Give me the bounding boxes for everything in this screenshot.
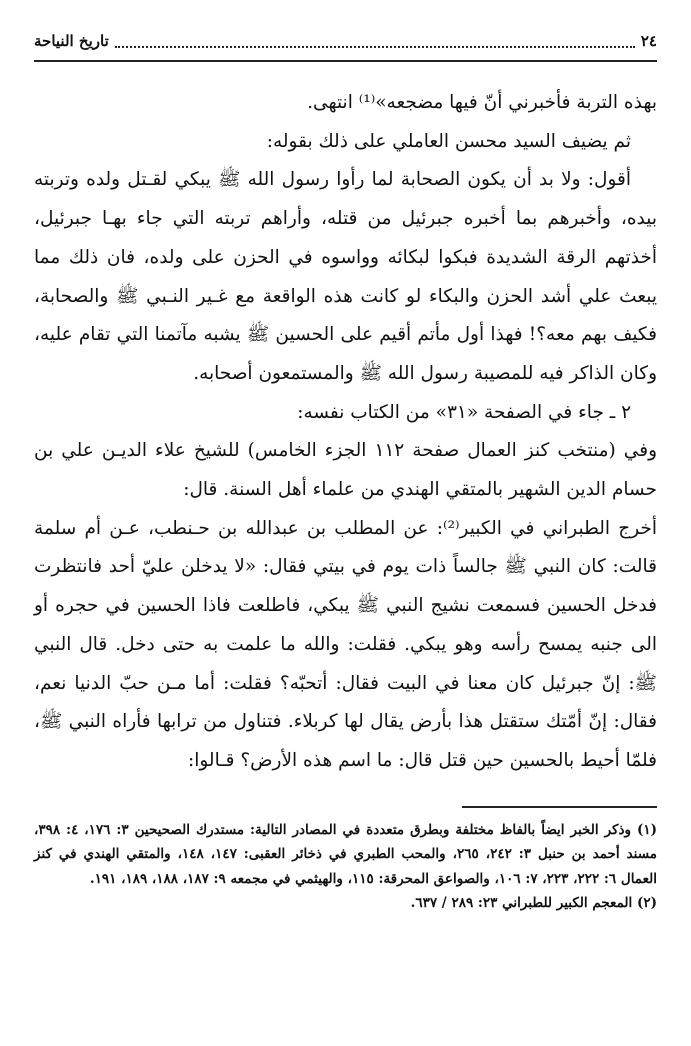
paragraph: وفي (منتخب كنز العمال صفحة ١١٢ الجزء الخامس) للشيخ علاء الديـن علي بن حسام الدين الشهير بالمتقي الهندي من علماء أهل السنة. قال: [34,440,657,501]
footnote: (١) وذكر الخبر ايضاً بالفاظ مختلفة وبطرق متعددة في المصادر التالية: مستدرك الصحيحين ٣: ١٧٦، ٤: ٣٩٨، مسند أحمد بن حنبل ٣: ٢٤٢، ٢٦٥، والمحب الطبري في ذخائر العقبى: ١٤٧، ١٤٨، والمتقي الهندي في كنز العمال ٦: ٢٢٢، ٢٢٣، ٧: ١٠٦، والصواعق المحرقة: ١١٥، والهيثمي في مجمعه ٩: ١٨٧، ١٨٨، ١٨٩، ١٩١. [34,822,658,887]
paragraph: ثم يضيف السيد محسن العاملي على ذلك بقوله: [266,130,631,152]
paragraph: أقول: ولا بد أن يكون الصحابة لما رأوا رسول الله ﷺ يبكي لقـتل ولده وتربته بيده، وأخبرهم بما أخبره جبرئيل من قتله، وأراهم تربته التي جاء بهـا جبرئيل، أخذتهم الرقة الشديدة فبكوا لبكائه وواسوه في الحزن على ولده، فان ذلك مما يبعث علي أشد الحزن والبكاء لو كانت هذه الواقعة مع غـير النـبي ﷺ والصحابة، فكيف بهم معه؟! فهذا أول مأتم أقيم على الحسين ﷺ يشبه مآتمنا التي تقام عليه، وكان الذاكر فيه للمصيبة رسول الله ﷺ والمستمعون أصحابه. [34,169,657,384]
footnote-rule [462,806,657,808]
page-number: ٢٤ [640,32,657,50]
footnotes [34,818,657,915]
book-title: تاريخ النياحة [34,32,109,50]
running-header [34,30,657,52]
leader-dots [115,34,635,48]
paragraph: ٢ ـ جاء في الصفحة «٣١» من الكتاب نفسه: [297,401,631,423]
paragraph: بهذه التربة فأخبرني أنّ فيها مضجعه»⁽¹⁾ انتهى. [307,92,657,113]
paragraph: أخرج الطبراني في الكبير⁽²⁾: عن المطلب بن عبدالله بن حـنطب، عـن أم سلمة قالت: كان النبي ﷺ جالساً ذات يوم في بيتي فقال: «لا يدخلن عليّ أحد فانتظرت فدخل الحسين فسمعت نشيج النبي ﷺ يبكي، فاطلعت فاذا الحسين في حجره أو الى جنبه يمسح رأسه وهو يبكي. فقلت: والله ما علمت به حتى دخل. قال النبي ﷺ: إنّ جبرئيل كان معنا في البيت فقال: أتحبّه؟ فقلت: أما مـن حبّ الدنيا نعم، فقال: إنّ أمّتك ستقتل هذا بأرض يقال لها كربلاء. فتناول من ترابها فأراه النبي ﷺ، فلمّا أحيط بالحسين حين قتل قال: ما اسم هذه الأرض؟ قـالوا: [34,517,657,771]
footnote: (٢) المعجم الكبير للطبراني ٢٣: ٢٨٩ / ٦٣٧. [410,894,657,911]
main-text [34,84,657,781]
header-rule [34,60,657,62]
